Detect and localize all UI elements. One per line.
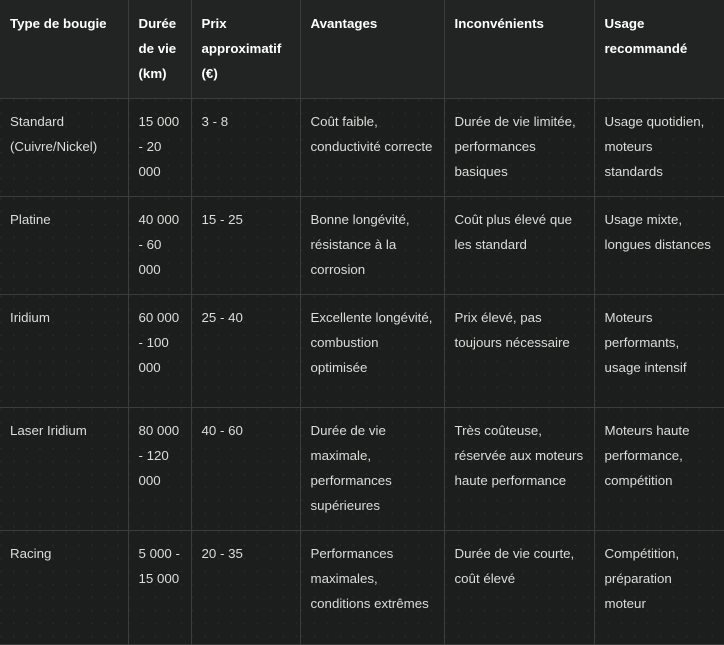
table-header-row — [0, 0, 724, 99]
cell-usage-recommande: Moteurs haute performance, compétition — [594, 408, 724, 531]
cell-prix: 15 - 25 — [191, 197, 300, 295]
cell-prix: 40 - 60 — [191, 408, 300, 531]
cell-inconvenients: Prix élevé, pas toujours nécessaire — [444, 295, 594, 408]
cell-avantages: Coût faible, conductivité correcte — [300, 99, 444, 197]
cell-duree-de-vie: 40 000 - 60 000 — [128, 197, 191, 295]
cell-avantages: Performances maximales, conditions extrêmes — [300, 531, 444, 645]
column-header-usage-recommande: Usage recommandé — [594, 0, 724, 99]
column-header-avantages: Avantages — [300, 0, 444, 99]
table-header — [0, 0, 724, 99]
cell-type: Racing — [0, 531, 128, 645]
cell-type: Standard (Cuivre/Nickel) — [0, 99, 128, 197]
cell-avantages: Durée de vie maximale, performances supérieures — [300, 408, 444, 531]
table-row — [0, 295, 724, 408]
table-body — [0, 99, 724, 645]
cell-duree-de-vie: 5 000 - 15 000 — [128, 531, 191, 645]
column-header-prix: Prix approximatif (€) — [191, 0, 300, 99]
cell-duree-de-vie: 15 000 - 20 000 — [128, 99, 191, 197]
cell-usage-recommande: Usage quotidien, moteurs standards — [594, 99, 724, 197]
table-row — [0, 99, 724, 197]
cell-avantages: Bonne longévité, résistance à la corrosion — [300, 197, 444, 295]
cell-prix: 25 - 40 — [191, 295, 300, 408]
cell-type: Platine — [0, 197, 128, 295]
cell-prix: 20 - 35 — [191, 531, 300, 645]
cell-duree-de-vie: 60 000 - 100 000 — [128, 295, 191, 408]
cell-inconvenients: Durée de vie limitée, performances basiques — [444, 99, 594, 197]
table-row — [0, 197, 724, 295]
cell-prix: 3 - 8 — [191, 99, 300, 197]
cell-type: Laser Iridium — [0, 408, 128, 531]
cell-usage-recommande: Compétition, préparation moteur — [594, 531, 724, 645]
column-header-duree-de-vie: Durée de vie (km) — [128, 0, 191, 99]
cell-usage-recommande: Moteurs performants, usage intensif — [594, 295, 724, 408]
column-header-inconvenients: Inconvénients — [444, 0, 594, 99]
cell-inconvenients: Coût plus élevé que les standard — [444, 197, 594, 295]
cell-usage-recommande: Usage mixte, longues distances — [594, 197, 724, 295]
table-row — [0, 531, 724, 645]
cell-avantages: Excellente longévité, combustion optimisée — [300, 295, 444, 408]
cell-type: Iridium — [0, 295, 128, 408]
column-header-type: Type de bougie — [0, 0, 128, 99]
cell-inconvenients: Très coûteuse, réservée aux moteurs haute performance — [444, 408, 594, 531]
cell-inconvenients: Durée de vie courte, coût élevé — [444, 531, 594, 645]
cell-duree-de-vie: 80 000 - 120 000 — [128, 408, 191, 531]
table-row — [0, 408, 724, 531]
